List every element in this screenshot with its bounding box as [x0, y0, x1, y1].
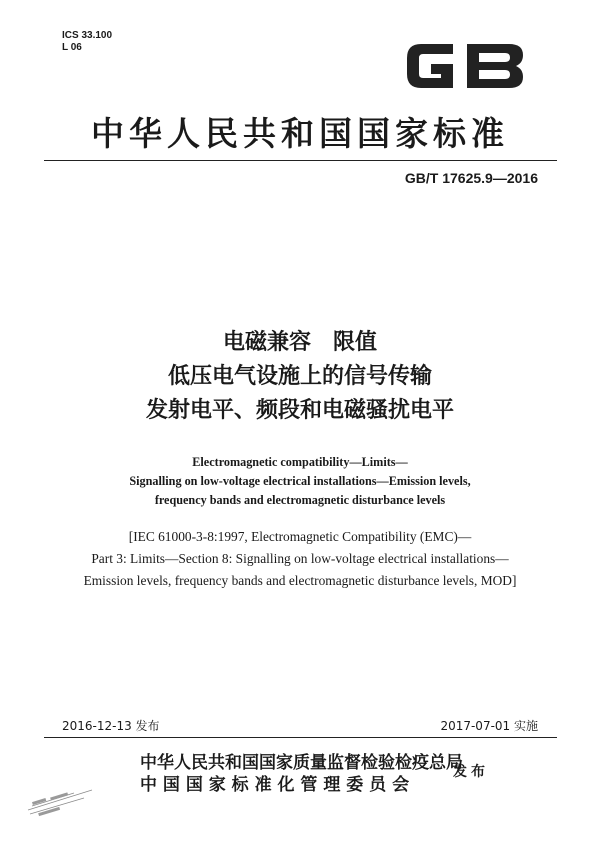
implementation-date: 2017-07-01 实施 — [440, 719, 538, 733]
issuer-line-1: 中华人民共和国国家质量监督检验检疫总局 — [140, 753, 463, 773]
cn-title-line-2: 低压电气设施上的信号传输 — [167, 364, 432, 389]
standard-number: GB/T 17625.9—2016 — [404, 170, 538, 186]
iec-ref-line-3: Emission levels, frequency bands and electromagnetic disturbance levels, MOD] — [83, 573, 517, 588]
classification-codes — [62, 30, 112, 54]
watermark-stamp — [22, 780, 98, 820]
issue-date: 2016-12-13 发布 — [62, 719, 160, 733]
standard-title: 中华人民共和国国家标准 — [91, 114, 509, 153]
publish-label: 发布 — [453, 764, 489, 780]
cn-title-line-3: 发射电平、频段和电磁骚扰电平 — [145, 398, 454, 423]
title-divider — [44, 160, 557, 161]
en-title-line-2: Signalling on low-voltage electrical installations—Emission levels, — [129, 474, 471, 488]
ics-code: ICS 33.100 — [62, 30, 113, 41]
cn-title-line-1: 电磁兼容 限值 — [222, 330, 377, 355]
gb-logo — [401, 38, 529, 94]
iec-ref-line-2: Part 3: Limits—Section 8: Signalling on low-voltage electrical installations— — [91, 551, 509, 566]
ccs-code: L 06 — [62, 42, 82, 53]
en-title-line-1: Electromagnetic compatibility—Limits— — [192, 455, 408, 469]
iec-ref-line-1: [IEC 61000-3-8:1997, Electromagnetic Compatibility (EMC)— — [128, 529, 472, 544]
issuer-line-2: 中 国 国 家 标 准 化 管 理 委 员 会 — [140, 775, 410, 795]
en-title-line-3: frequency bands and electromagnetic disturbance levels — [154, 493, 446, 507]
footer-divider — [44, 737, 557, 738]
